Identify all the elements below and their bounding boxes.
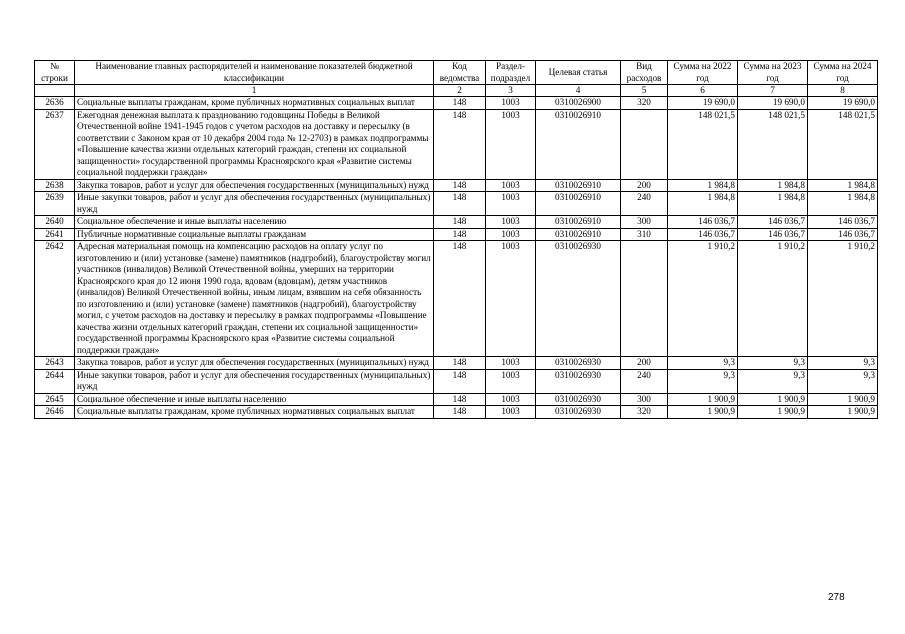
table-row [35, 393, 878, 406]
header-section: Раздел-подраздел [486, 61, 536, 85]
row-section: 1003 [486, 109, 536, 179]
row-name: Социальное обеспечение и иные выплаты населению [75, 216, 434, 229]
row-section: 1003 [486, 216, 536, 229]
table-row [35, 228, 878, 241]
row-sum-2022: 1 900,9 [668, 393, 738, 406]
row-sum-2024: 9,3 [808, 357, 878, 370]
header-sum-2022: Сумма на 2022 год [668, 61, 738, 85]
header-expense-type: Вид расходов [621, 61, 668, 85]
row-name: Публичные нормативные социальные выплаты гражданам [75, 228, 434, 241]
row-sum-2024: 9,3 [808, 369, 878, 393]
row-sum-2023: 19 690,0 [738, 97, 808, 110]
row-sum-2023: 146 036,7 [738, 228, 808, 241]
row-sum-2022: 1 984,8 [668, 179, 738, 192]
table-row [35, 406, 878, 419]
row-sum-2023: 148 021,5 [738, 109, 808, 179]
table-row [35, 192, 878, 216]
row-section: 1003 [486, 192, 536, 216]
row-target: 0310026930 [536, 241, 621, 357]
column-numbering-row [35, 85, 878, 97]
row-name: Иные закупки товаров, работ и услуг для обеспечения государственных (муниципальных) нужд [75, 192, 434, 216]
table-row [35, 357, 878, 370]
column-number: 8 [808, 85, 878, 97]
row-target: 0310026930 [536, 393, 621, 406]
header-sum-2023: Сумма на 2023 год [738, 61, 808, 85]
row-dept-code: 148 [434, 192, 486, 216]
row-dept-code: 148 [434, 393, 486, 406]
row-dept-code: 148 [434, 241, 486, 357]
row-number: 2640 [35, 216, 75, 229]
column-number: 4 [536, 85, 621, 97]
row-target: 0310026930 [536, 357, 621, 370]
row-sum-2022: 146 036,7 [668, 216, 738, 229]
row-expense-type [621, 109, 668, 179]
row-target: 0310026910 [536, 216, 621, 229]
row-section: 1003 [486, 241, 536, 357]
budget-table [34, 60, 878, 419]
row-number: 2643 [35, 357, 75, 370]
header-target: Целевая статья [536, 61, 621, 85]
row-sum-2023: 1 900,9 [738, 406, 808, 419]
row-name: Закупка товаров, работ и услуг для обеспечения государственных (муниципальных) нужд [75, 179, 434, 192]
row-number: 2645 [35, 393, 75, 406]
column-number: 7 [738, 85, 808, 97]
row-target: 0310026910 [536, 109, 621, 179]
row-sum-2023: 1 900,9 [738, 393, 808, 406]
row-expense-type: 320 [621, 406, 668, 419]
row-sum-2022: 1 910,2 [668, 241, 738, 357]
table-row [35, 216, 878, 229]
row-section: 1003 [486, 357, 536, 370]
column-number-blank [35, 85, 75, 97]
row-number: 2636 [35, 97, 75, 110]
row-name: Социальное обеспечение и иные выплаты населению [75, 393, 434, 406]
row-sum-2024: 1 900,9 [808, 406, 878, 419]
row-number: 2644 [35, 369, 75, 393]
row-sum-2024: 148 021,5 [808, 109, 878, 179]
row-target: 0310026910 [536, 179, 621, 192]
row-section: 1003 [486, 369, 536, 393]
row-dept-code: 148 [434, 179, 486, 192]
header-sum-2024: Сумма на 2024 год [808, 61, 878, 85]
table-row [35, 179, 878, 192]
table-header-row [35, 61, 878, 85]
row-dept-code: 148 [434, 109, 486, 179]
row-target: 0310026910 [536, 192, 621, 216]
row-number: 2641 [35, 228, 75, 241]
row-expense-type: 310 [621, 228, 668, 241]
row-dept-code: 148 [434, 216, 486, 229]
row-sum-2024: 1 984,8 [808, 179, 878, 192]
row-expense-type: 300 [621, 393, 668, 406]
row-sum-2023: 9,3 [738, 369, 808, 393]
page-number: 278 [828, 592, 845, 603]
column-number: 6 [668, 85, 738, 97]
row-section: 1003 [486, 97, 536, 110]
row-expense-type: 300 [621, 216, 668, 229]
row-dept-code: 148 [434, 406, 486, 419]
row-expense-type: 240 [621, 369, 668, 393]
row-expense-type: 240 [621, 192, 668, 216]
table-row [35, 369, 878, 393]
row-expense-type: 200 [621, 357, 668, 370]
row-dept-code: 148 [434, 97, 486, 110]
row-sum-2023: 1 984,8 [738, 192, 808, 216]
row-name: Адресная материальная помощь на компенсацию расходов на оплату услуг по изготовлению и (или) установке (замене) памятников (надгробий), благоустройству могил участников (инвалидов) Великой Отечественной войны, умерших на территории Красноярского края до 12 июня 1990 года, вдовам (вдовцам), детям участников (инвалидов) Великой Отечественной войны, иным лицам, взявшим на себя обязанность по изготовлению и (или) установке (замене) памятников (надгробий), благоустройству могил, с учетом расходов на доставку и пересылку в рамках подпрограммы «Повышение качества жизни отдельных категорий граждан, степени их социальной защищенности» государственной программы Красноярского края «Развитие системы социальной поддержки граждан» [75, 241, 434, 357]
column-number: 5 [621, 85, 668, 97]
row-sum-2023: 146 036,7 [738, 216, 808, 229]
row-sum-2022: 9,3 [668, 357, 738, 370]
row-number: 2638 [35, 179, 75, 192]
header-row-no: № строки [35, 61, 75, 85]
row-section: 1003 [486, 393, 536, 406]
row-target: 0310026930 [536, 406, 621, 419]
row-sum-2024: 1 900,9 [808, 393, 878, 406]
row-sum-2023: 1 984,8 [738, 179, 808, 192]
table-row [35, 97, 878, 110]
column-number: 1 [75, 85, 434, 97]
row-target: 0310026900 [536, 97, 621, 110]
row-expense-type [621, 241, 668, 357]
row-dept-code: 148 [434, 228, 486, 241]
table-row [35, 241, 878, 357]
row-sum-2024: 1 910,2 [808, 241, 878, 357]
row-name: Ежегодная денежная выплата к празднованию годовщины Победы в Великой Отечественной войне 1941-1945 годов с учетом расходов на доставку и пересылку (в соответствии с Законом края от 10 декабря 2004 года № 12-2703) в рамках подпрограммы «Повышение качества жизни отдельных категорий граждан, степени их социальной защищенности» государственной программы Красноярского края «Развитие системы социальной поддержки граждан» [75, 109, 434, 179]
row-section: 1003 [486, 179, 536, 192]
row-dept-code: 148 [434, 357, 486, 370]
row-sum-2022: 9,3 [668, 369, 738, 393]
row-dept-code: 148 [434, 369, 486, 393]
row-sum-2023: 1 910,2 [738, 241, 808, 357]
row-target: 0310026910 [536, 228, 621, 241]
table-row [35, 109, 878, 179]
row-target: 0310026930 [536, 369, 621, 393]
row-sum-2024: 146 036,7 [808, 216, 878, 229]
row-name: Иные закупки товаров, работ и услуг для обеспечения государственных (муниципальных) нужд [75, 369, 434, 393]
row-number: 2637 [35, 109, 75, 179]
row-sum-2023: 9,3 [738, 357, 808, 370]
column-number: 3 [486, 85, 536, 97]
row-sum-2022: 1 900,9 [668, 406, 738, 419]
row-name: Социальные выплаты гражданам, кроме публичных нормативных социальных выплат [75, 406, 434, 419]
header-dept-code: Код ведомства [434, 61, 486, 85]
row-number: 2639 [35, 192, 75, 216]
row-number: 2646 [35, 406, 75, 419]
row-sum-2024: 1 984,8 [808, 192, 878, 216]
row-sum-2022: 19 690,0 [668, 97, 738, 110]
column-number: 2 [434, 85, 486, 97]
row-name: Социальные выплаты гражданам, кроме публичных нормативных социальных выплат [75, 97, 434, 110]
row-expense-type: 200 [621, 179, 668, 192]
row-sum-2022: 148 021,5 [668, 109, 738, 179]
row-expense-type: 320 [621, 97, 668, 110]
row-section: 1003 [486, 228, 536, 241]
row-section: 1003 [486, 406, 536, 419]
header-name: Наименование главных распорядителей и наименование показателей бюджетной классификации [75, 61, 434, 85]
row-sum-2022: 1 984,8 [668, 192, 738, 216]
row-number: 2642 [35, 241, 75, 357]
row-name: Закупка товаров, работ и услуг для обеспечения государственных (муниципальных) нужд [75, 357, 434, 370]
row-sum-2024: 19 690,0 [808, 97, 878, 110]
row-sum-2022: 146 036,7 [668, 228, 738, 241]
row-sum-2024: 146 036,7 [808, 228, 878, 241]
